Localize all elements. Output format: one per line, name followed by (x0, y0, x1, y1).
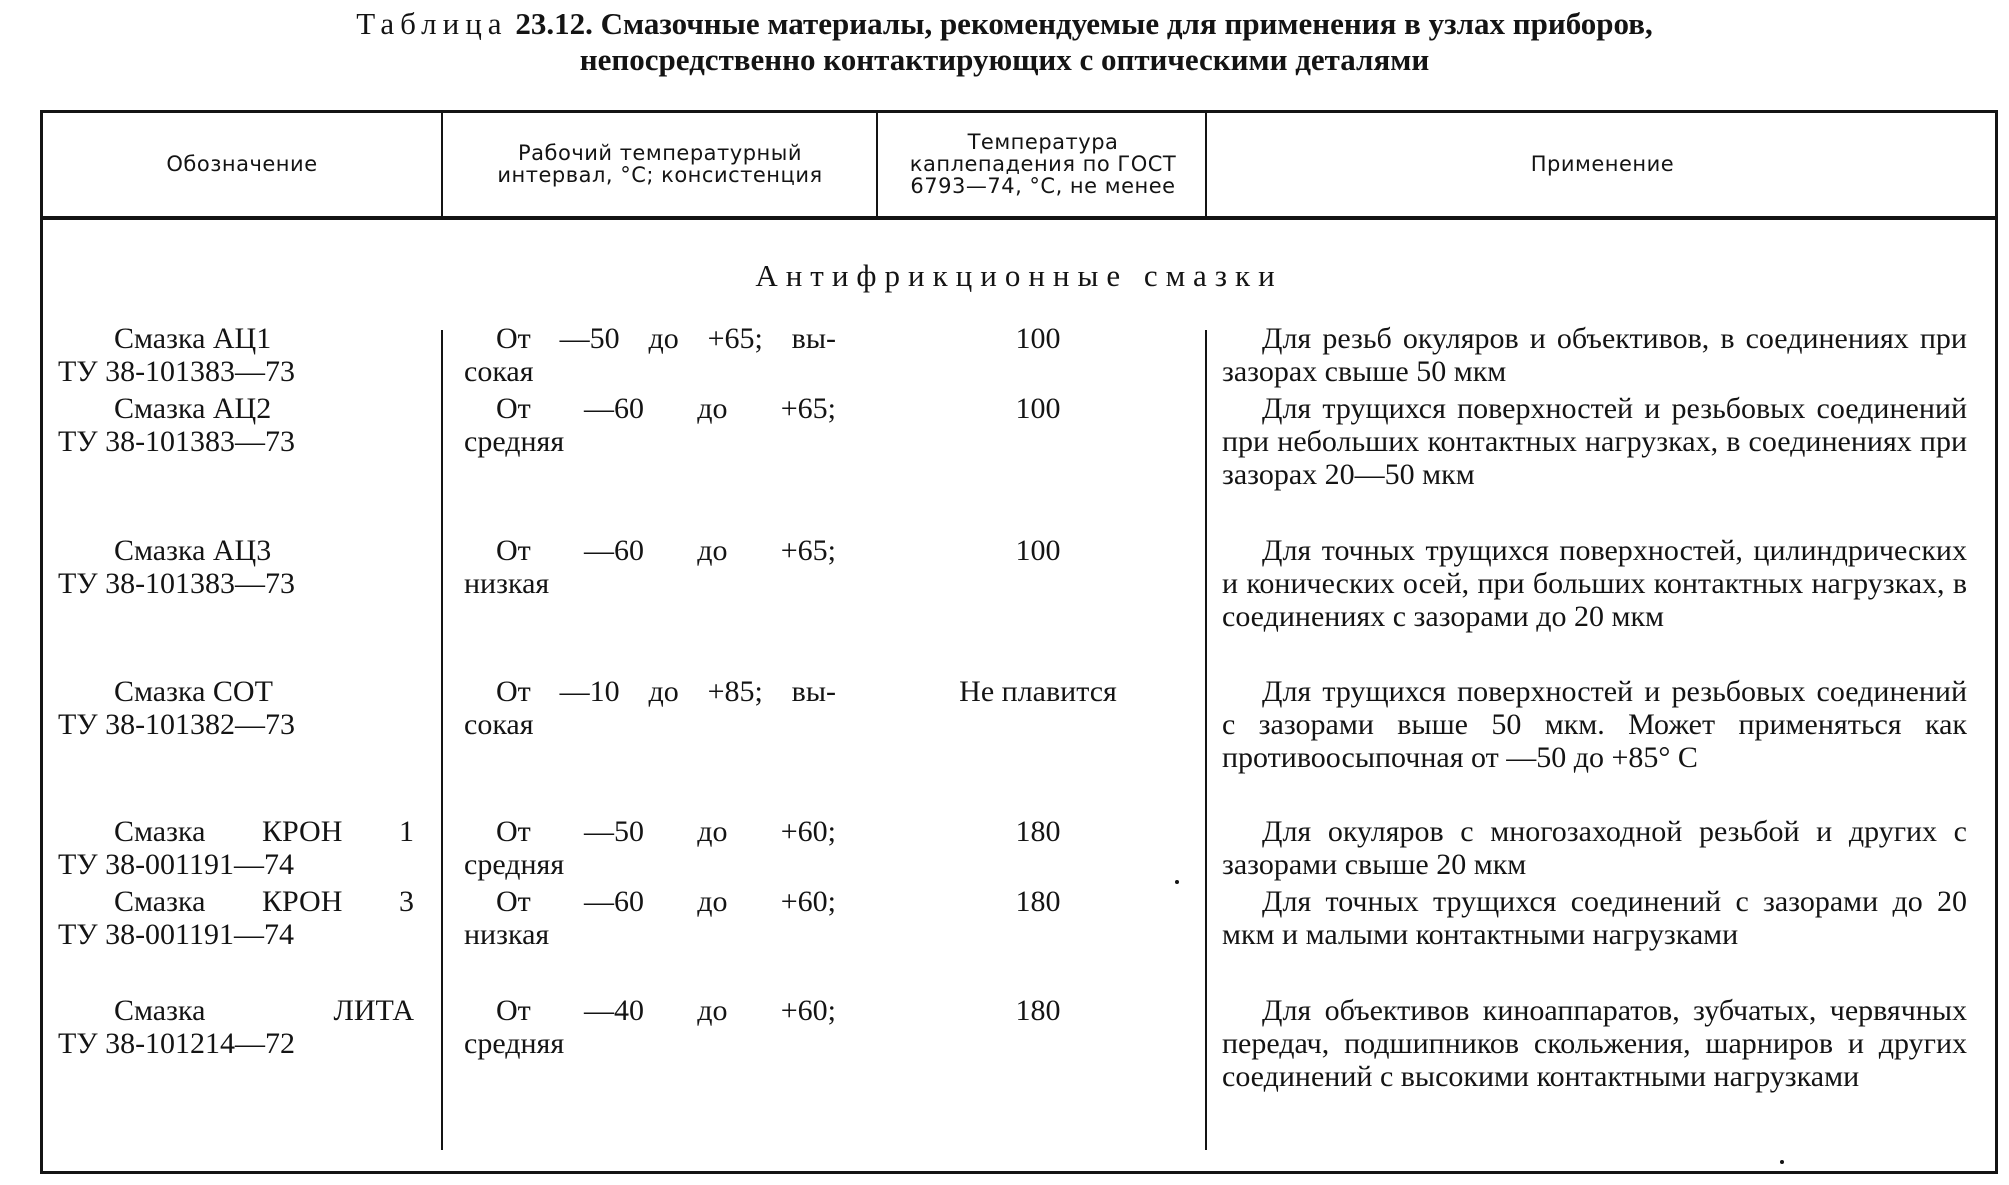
lubricant-name: Смазка АЦ2 (114, 392, 272, 425)
designation-cell (58, 885, 428, 951)
temperature-range-line-1: От —50 до +65; вы- (496, 322, 836, 355)
column-divider-1 (441, 112, 443, 216)
lubricant-name: Смазка КРОН 3 (114, 885, 414, 918)
application-cell (1222, 885, 1967, 951)
header-bottom-rule (40, 216, 1998, 220)
temperature-range-cell (464, 322, 844, 388)
drop-point-cell: 100 (1015, 534, 1061, 567)
consistency: средняя (464, 425, 565, 458)
caption-title: 23.12. Смазочные материалы, рекомендуемые для применения в узлах приборов, (507, 6, 1653, 41)
application-text: Для окуляров с многозаходной резьбой и других с зазорами свыше 20 мкм (1222, 815, 1967, 881)
drop-point-cell: Не плавится (959, 675, 1117, 708)
application-cell (1222, 994, 1967, 1093)
header-drop-point: Температура каплепадения по ГОСТ 6793—74, °С, не менее (909, 130, 1177, 198)
drop-point-cell: 180 (1015, 815, 1061, 848)
temperature-range-cell (464, 994, 844, 1060)
temperature-range-line-1: От —60 до +65; (496, 534, 836, 567)
designation-cell (58, 994, 428, 1060)
designation-cell (58, 815, 428, 881)
lubricant-spec: ТУ 38-101383—73 (58, 567, 296, 600)
application-text: Для объективов киноаппаратов, зубчатых, червячных передач, подшипников скольжения, шарниров и других соединений с высокими контактными нагрузками (1222, 994, 1967, 1093)
application-text: Для трущихся поверхностей и резьбовых соединений при небольших контактных нагрузках, в соединениях при зазорах 20—50 мкм (1222, 392, 1967, 491)
drop-point-cell: 180 (1015, 885, 1061, 918)
temperature-range-cell (464, 534, 844, 600)
lubricant-spec: ТУ 38-101382—73 (58, 708, 296, 741)
temperature-range-line-1: От —60 до +65; (496, 392, 836, 425)
designation-cell (58, 392, 428, 458)
drop-point-cell: 100 (1015, 322, 1061, 355)
consistency: сокая (464, 708, 534, 741)
header-temperature-range: Рабочий температурный интервал, °С; консистенция (497, 141, 823, 187)
application-text: Для трущихся поверхностей и резьбовых соединений с зазорами выше 50 мкм. Может применяться как противоосыпочная от —50 до +85° С (1222, 675, 1967, 774)
lubricant-spec: ТУ 38-001191—74 (58, 918, 294, 951)
body-divider-1 (441, 330, 443, 1150)
application-cell (1222, 534, 1967, 633)
designation-cell (58, 322, 428, 388)
temperature-range-line-1: От —60 до +60; (496, 885, 836, 918)
temperature-range-line-1: От —10 до +85; вы- (496, 675, 836, 708)
lubricant-name: Смазка КРОН 1 (114, 815, 414, 848)
header-designation: Обозначение (166, 152, 318, 176)
scan-speck (1175, 880, 1179, 884)
application-text: Для точных трущихся соединений с зазорами до 20 мкм и малыми контактными нагрузками (1222, 885, 1967, 951)
consistency: средняя (464, 1027, 565, 1060)
lubricant-spec: ТУ 38-101383—73 (58, 425, 296, 458)
lubricant-name: Смазка СОТ (114, 675, 273, 708)
drop-point-cell: 100 (1015, 392, 1061, 425)
column-divider-3 (1205, 112, 1207, 216)
designation-cell (58, 675, 428, 741)
scan-speck (1780, 1160, 1784, 1164)
header-application: Применение (1530, 152, 1675, 176)
application-cell (1222, 322, 1967, 388)
temperature-range-cell (464, 675, 844, 741)
lubricant-name: Смазка АЦ1 (114, 322, 272, 355)
designation-cell (58, 534, 428, 600)
consistency: низкая (464, 567, 550, 600)
caption-line-1 (0, 6, 2009, 42)
lubricant-spec: ТУ 38-001191—74 (58, 848, 294, 881)
drop-point-cell: 180 (1015, 994, 1061, 1027)
column-divider-2 (876, 112, 878, 216)
consistency: средняя (464, 848, 565, 881)
caption-line-2: непосредственно контактирующих с оптическими деталями (579, 42, 1430, 77)
application-text: Для резьб окуляров и объективов, в соединениях при зазорах свыше 50 мкм (1222, 322, 1967, 388)
table-caption (0, 6, 2009, 78)
caption-prefix: Таблица (356, 6, 508, 41)
section-title: Антифрикционные смазки (755, 258, 1283, 293)
application-text: Для точных трущихся поверхностей, цилиндрических и конических осей, при больших контактных нагрузках, в соединениях с зазорами до 20 мкм (1222, 534, 1967, 633)
temperature-range-cell (464, 815, 844, 881)
temperature-range-line-1: От —40 до +60; (496, 994, 836, 1027)
lubricant-name: Смазка АЦ3 (114, 534, 272, 567)
body-divider-2 (1205, 330, 1207, 1150)
temperature-range-line-1: От —50 до +60; (496, 815, 836, 848)
application-cell (1222, 675, 1967, 774)
temperature-range-cell (464, 885, 844, 951)
application-cell (1222, 392, 1967, 491)
lubricant-name: Смазка ЛИТА (114, 994, 414, 1027)
lubricant-spec: ТУ 38-101214—72 (58, 1027, 296, 1060)
application-cell (1222, 815, 1967, 881)
temperature-range-cell (464, 392, 844, 458)
lubricant-spec: ТУ 38-101383—73 (58, 355, 296, 388)
consistency: низкая (464, 918, 550, 951)
consistency: сокая (464, 355, 534, 388)
